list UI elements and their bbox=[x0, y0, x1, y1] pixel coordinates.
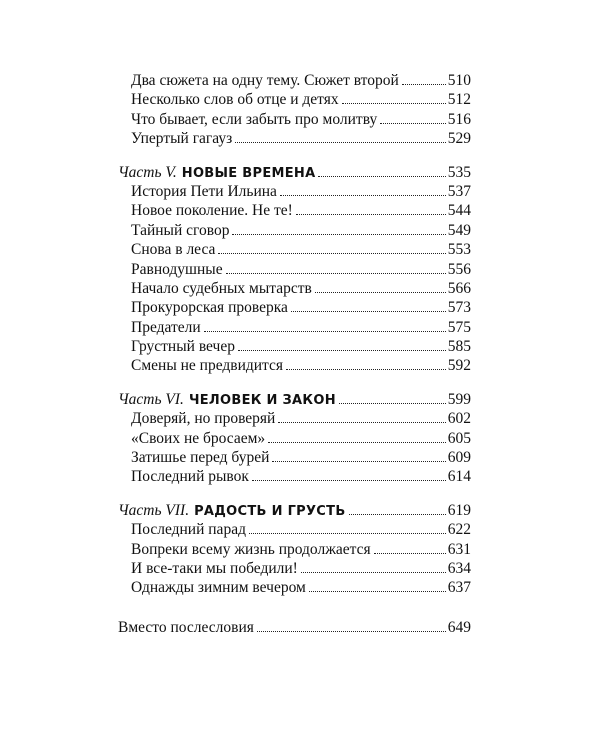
toc-entry-page: 553 bbox=[447, 241, 471, 259]
toc-entry bbox=[118, 409, 471, 428]
dot-leader bbox=[286, 369, 446, 370]
toc-entry-page: 622 bbox=[447, 521, 471, 539]
toc-entry-title: Начало судебных мытарств bbox=[131, 279, 312, 297]
dot-leader bbox=[204, 331, 446, 332]
section-spacer bbox=[118, 598, 471, 618]
toc-entry bbox=[118, 201, 471, 220]
toc-entry bbox=[118, 559, 471, 578]
toc-entry-page: 631 bbox=[447, 540, 471, 558]
toc-entry bbox=[118, 129, 471, 148]
dot-leader bbox=[232, 234, 445, 235]
toc-entry-page: 602 bbox=[447, 410, 471, 428]
dot-leader bbox=[268, 442, 446, 443]
toc-entry-page: 649 bbox=[447, 618, 471, 636]
toc-entry bbox=[118, 467, 471, 486]
dot-leader bbox=[380, 123, 446, 124]
dot-leader bbox=[218, 253, 445, 254]
toc-entry bbox=[118, 298, 471, 317]
toc-entry-title: Последний парад bbox=[131, 521, 246, 539]
toc-entry bbox=[118, 448, 471, 467]
dot-leader bbox=[309, 591, 446, 592]
toc-entry-title: Грустный вечер bbox=[131, 338, 235, 356]
table-of-contents bbox=[118, 71, 471, 637]
toc-entry-page: 566 bbox=[447, 279, 471, 297]
toc-entry bbox=[118, 221, 471, 240]
toc-entry bbox=[118, 578, 471, 597]
toc-entry-page: 516 bbox=[447, 110, 471, 128]
toc-entry-page: 634 bbox=[447, 559, 471, 577]
section-spacer bbox=[118, 487, 471, 501]
toc-entry bbox=[118, 240, 471, 259]
toc-entry bbox=[118, 429, 471, 448]
toc-entry bbox=[118, 356, 471, 375]
dot-leader bbox=[349, 514, 446, 515]
toc-entry bbox=[118, 540, 471, 559]
dot-leader bbox=[257, 631, 446, 632]
part-label: Часть VII. bbox=[118, 501, 190, 519]
toc-entry-title: И все-таки мы победили! bbox=[131, 559, 298, 577]
toc-entry bbox=[118, 520, 471, 539]
part-label: Часть VI. bbox=[118, 390, 184, 408]
toc-entry-title: Несколько слов об отце и детях bbox=[131, 91, 339, 109]
toc-entry-title: «Своих не бросаем» bbox=[131, 429, 266, 447]
toc-entry bbox=[118, 71, 471, 90]
dot-leader bbox=[252, 480, 446, 481]
toc-entry-title: Прокурорская проверка bbox=[131, 299, 288, 317]
toc-entry-title: Снова в леса bbox=[131, 241, 216, 259]
dot-leader bbox=[291, 311, 446, 312]
toc-entry-title: Равнодушные bbox=[131, 260, 223, 278]
toc-entry-title: Затишье перед бурей bbox=[131, 449, 270, 467]
dot-leader bbox=[402, 84, 446, 85]
section-spacer bbox=[118, 376, 471, 390]
toc-entry-page: 512 bbox=[447, 91, 471, 109]
dot-leader bbox=[272, 461, 445, 462]
toc-entry bbox=[118, 260, 471, 279]
part-label: Часть V. bbox=[118, 163, 177, 181]
toc-entry-title: Тайный сговор bbox=[131, 221, 230, 239]
dot-leader bbox=[280, 195, 446, 196]
toc-afterword bbox=[118, 618, 471, 637]
part-name: ЧЕЛОВЕК И ЗАКОН bbox=[188, 392, 336, 408]
dot-leader bbox=[342, 103, 446, 104]
dot-leader bbox=[318, 176, 445, 177]
dot-leader bbox=[278, 422, 445, 423]
toc-entry-page: 529 bbox=[447, 130, 471, 148]
toc-entry bbox=[118, 90, 471, 109]
toc-entry-title: История Пети Ильина bbox=[131, 182, 277, 200]
toc-entry-title: Новое поколение. Не те! bbox=[131, 202, 293, 220]
toc-entry-title: Вместо послесловия bbox=[118, 618, 254, 636]
dot-leader bbox=[339, 403, 446, 404]
toc-entry-title: Доверяй, но проверяй bbox=[131, 410, 276, 428]
toc-entry-page: 637 bbox=[447, 579, 471, 597]
toc-entry-title: Вопреки всему жизнь продолжается bbox=[131, 540, 371, 558]
toc-entry-page: 544 bbox=[447, 202, 471, 220]
toc-entry-page: 605 bbox=[447, 429, 471, 447]
dot-leader bbox=[235, 142, 446, 143]
toc-part-heading bbox=[118, 501, 471, 520]
toc-part-heading bbox=[118, 163, 471, 182]
toc-entry bbox=[118, 279, 471, 298]
dot-leader bbox=[301, 572, 446, 573]
toc-entry-title: Смены не предвидится bbox=[131, 357, 284, 375]
dot-leader bbox=[226, 273, 446, 274]
toc-entry-page: 592 bbox=[447, 357, 471, 375]
toc-part-heading bbox=[118, 390, 471, 409]
dot-leader bbox=[374, 553, 446, 554]
toc-entry-page: 537 bbox=[447, 182, 471, 200]
toc-entry-title: Однажды зимним вечером bbox=[131, 579, 306, 597]
toc-entry-title: Два сюжета на одну тему. Сюжет второй bbox=[131, 72, 399, 89]
toc-entry-page: 599 bbox=[447, 390, 471, 408]
part-name: РАДОСТЬ И ГРУСТЬ bbox=[194, 503, 346, 519]
dot-leader bbox=[238, 350, 446, 351]
toc-entry-title: Последний рывок bbox=[131, 468, 249, 486]
toc-entry bbox=[118, 318, 471, 337]
section-spacer bbox=[118, 149, 471, 163]
toc-entry-page: 535 bbox=[447, 163, 471, 181]
part-name: НОВЫЕ ВРЕМЕНА bbox=[181, 165, 316, 181]
toc-entry-title: Упертый гагауз bbox=[131, 130, 233, 148]
dot-leader bbox=[249, 533, 446, 534]
toc-entry-page: 614 bbox=[447, 468, 471, 486]
toc-entry-title: Предатели bbox=[131, 318, 201, 336]
dot-leader bbox=[315, 292, 446, 293]
toc-entry-page: 575 bbox=[447, 318, 471, 336]
toc-entry-page: 510 bbox=[447, 72, 471, 89]
toc-entry bbox=[118, 110, 471, 129]
toc-entry-page: 556 bbox=[447, 260, 471, 278]
toc-entry bbox=[118, 337, 471, 356]
dot-leader bbox=[296, 214, 446, 215]
toc-entry-page: 573 bbox=[447, 299, 471, 317]
toc-entry-title: Что бывает, если забыть про молитву bbox=[131, 110, 378, 128]
toc-entry-page: 585 bbox=[447, 338, 471, 356]
toc-entry-page: 609 bbox=[447, 449, 471, 467]
toc-entry-page: 549 bbox=[447, 221, 471, 239]
toc-entry-page: 619 bbox=[447, 501, 471, 519]
toc-entry bbox=[118, 182, 471, 201]
